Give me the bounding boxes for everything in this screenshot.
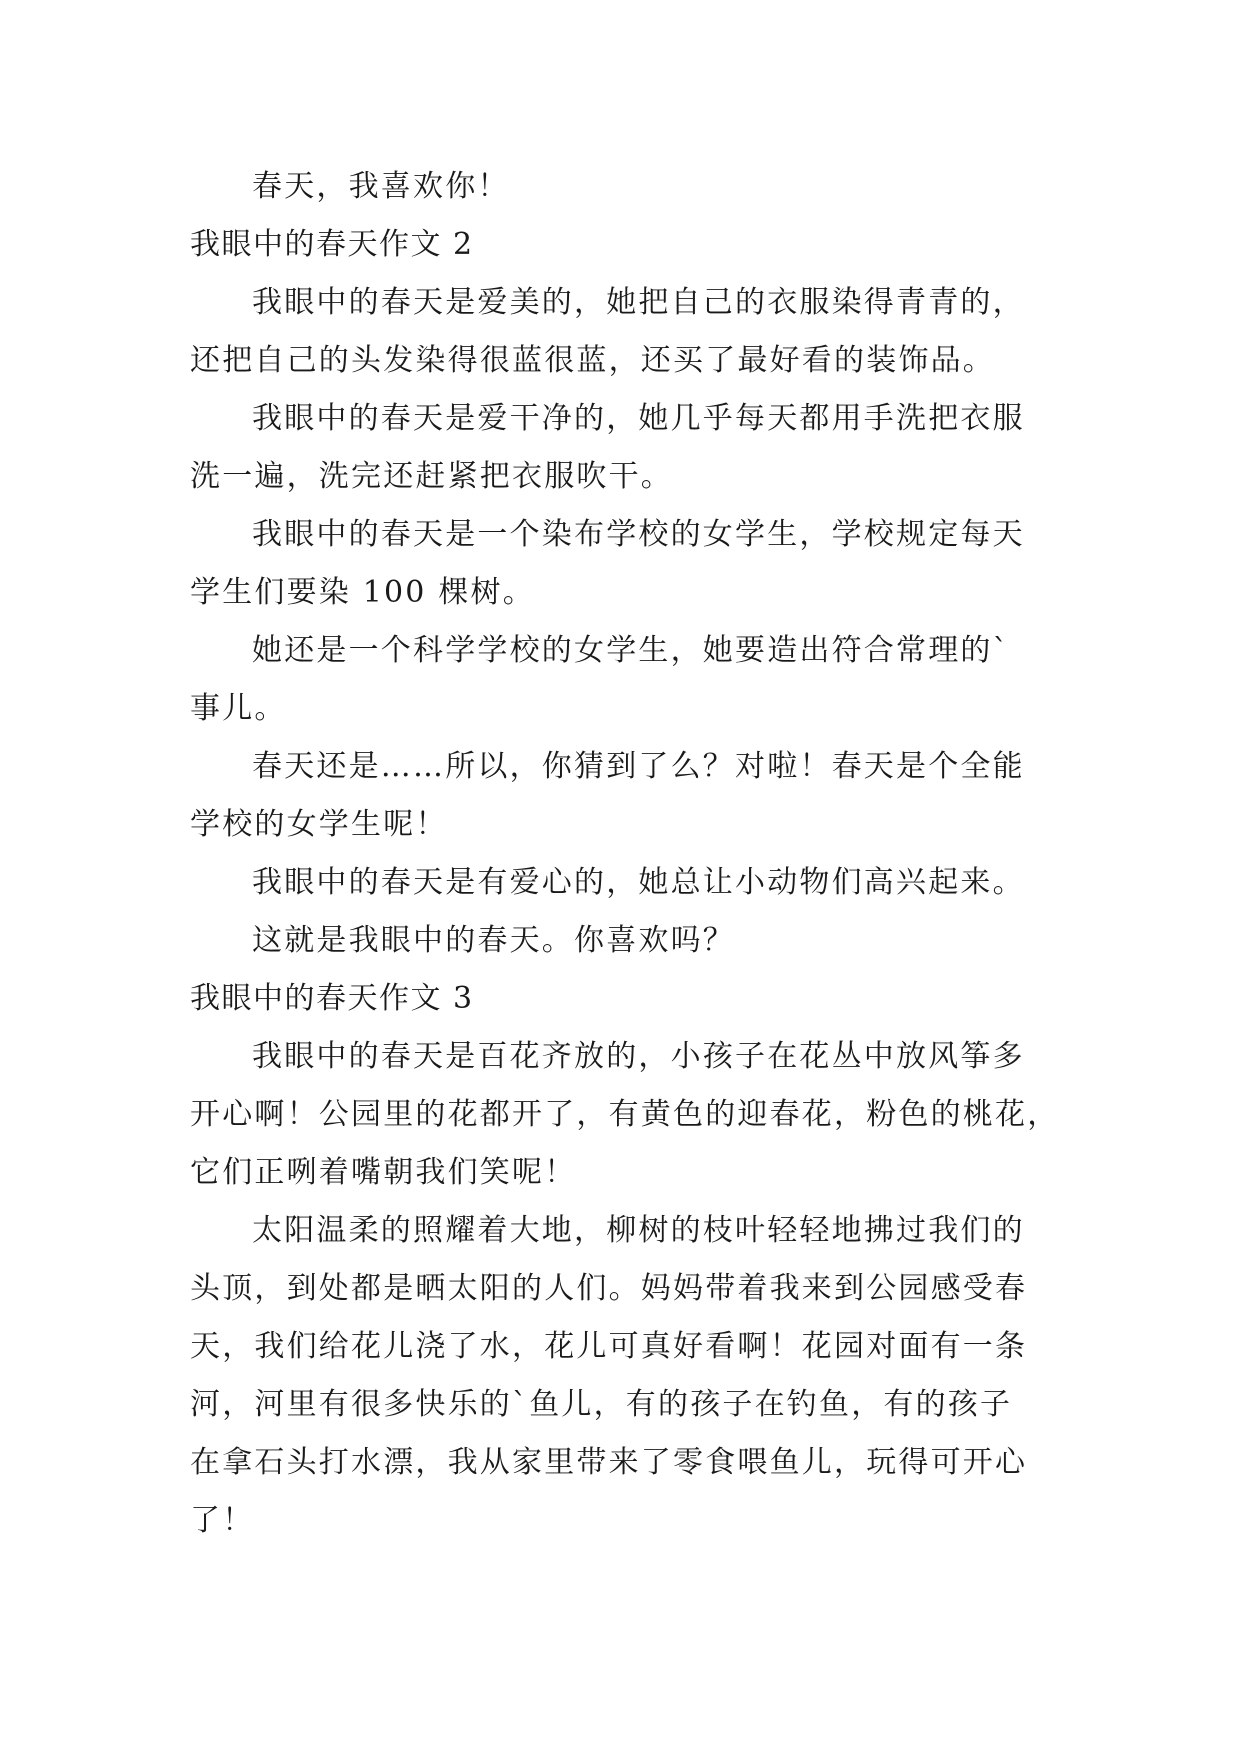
paragraph-line: 开心啊！公园里的花都开了，有黄色的迎春花，粉色的桃花， — [190, 1097, 1060, 1132]
paragraph-line: 还把自己的头发染得很蓝很蓝，还买了最好看的装饰品。 — [190, 343, 995, 378]
paragraph-line: 洗一遍，洗完还赶紧把衣服吹干。 — [190, 459, 673, 494]
essay-2-paragraph-4 — [190, 622, 1060, 738]
paragraph-line: 我眼中的春天是爱美的，她把自己的衣服染得青青的， — [252, 285, 1025, 320]
paragraph-line: 学校的女学生呢！ — [190, 807, 448, 842]
essay-2-paragraph-3 — [190, 506, 1060, 622]
essay-2-title: 我眼中的春天作文 2 — [190, 227, 474, 262]
intro-closing-line: 春天，我喜欢你！ — [252, 169, 510, 204]
essay-3-paragraph-1 — [190, 1028, 1060, 1202]
paragraph-line: 她还是一个科学学校的女学生，她要造出符合常理的` — [252, 633, 1010, 668]
essay-2-paragraph-1 — [190, 274, 1060, 390]
paragraph-line: 学生们要染 100 棵树。 — [190, 575, 535, 610]
essay-3-paragraph-2 — [190, 1202, 1060, 1550]
essay-2-paragraph-2 — [190, 390, 1060, 506]
essay-3-title: 我眼中的春天作文 3 — [190, 981, 474, 1016]
paragraph-line: 我眼中的春天是爱干净的，她几乎每天都用手洗把衣服 — [252, 401, 1025, 436]
paragraph-line: 它们正咧着嘴朝我们笑呢！ — [190, 1155, 577, 1190]
paragraph-line: 春天还是……所以，你猜到了么？对啦！春天是个全能 — [252, 749, 1025, 784]
paragraph-line: 我眼中的春天是百花齐放的，小孩子在花丛中放风筝多 — [252, 1039, 1025, 1074]
essay-2-paragraph-5 — [190, 738, 1060, 854]
paragraph-line: 这就是我眼中的春天。你喜欢吗？ — [252, 923, 735, 958]
paragraph-line: 天，我们给花儿浇了水，花儿可真好看啊！花园对面有一条 — [190, 1329, 1028, 1364]
paragraph-line: 我眼中的春天是有爱心的，她总让小动物们高兴起来。 — [252, 865, 1025, 900]
essay-2-paragraph-7 — [190, 912, 1060, 970]
paragraph-line: 河，河里有很多快乐的`鱼儿，有的孩子在钓鱼，有的孩子 — [190, 1387, 1013, 1422]
paragraph-line: 事儿。 — [190, 691, 287, 726]
paragraph-line: 头顶，到处都是晒太阳的人们。妈妈带着我来到公园感受春 — [190, 1271, 1028, 1306]
paragraph-line: 在拿石头打水漂，我从家里带来了零食喂鱼儿，玩得可开心 — [190, 1445, 1028, 1480]
paragraph-line: 我眼中的春天是一个染布学校的女学生，学校规定每天 — [252, 517, 1025, 552]
paragraph-line: 了！ — [190, 1503, 255, 1538]
paragraph-line: 太阳温柔的照耀着大地，柳树的枝叶轻轻地拂过我们的 — [252, 1213, 1025, 1248]
document-body — [190, 158, 1060, 1550]
essay-2-paragraph-6 — [190, 854, 1060, 912]
